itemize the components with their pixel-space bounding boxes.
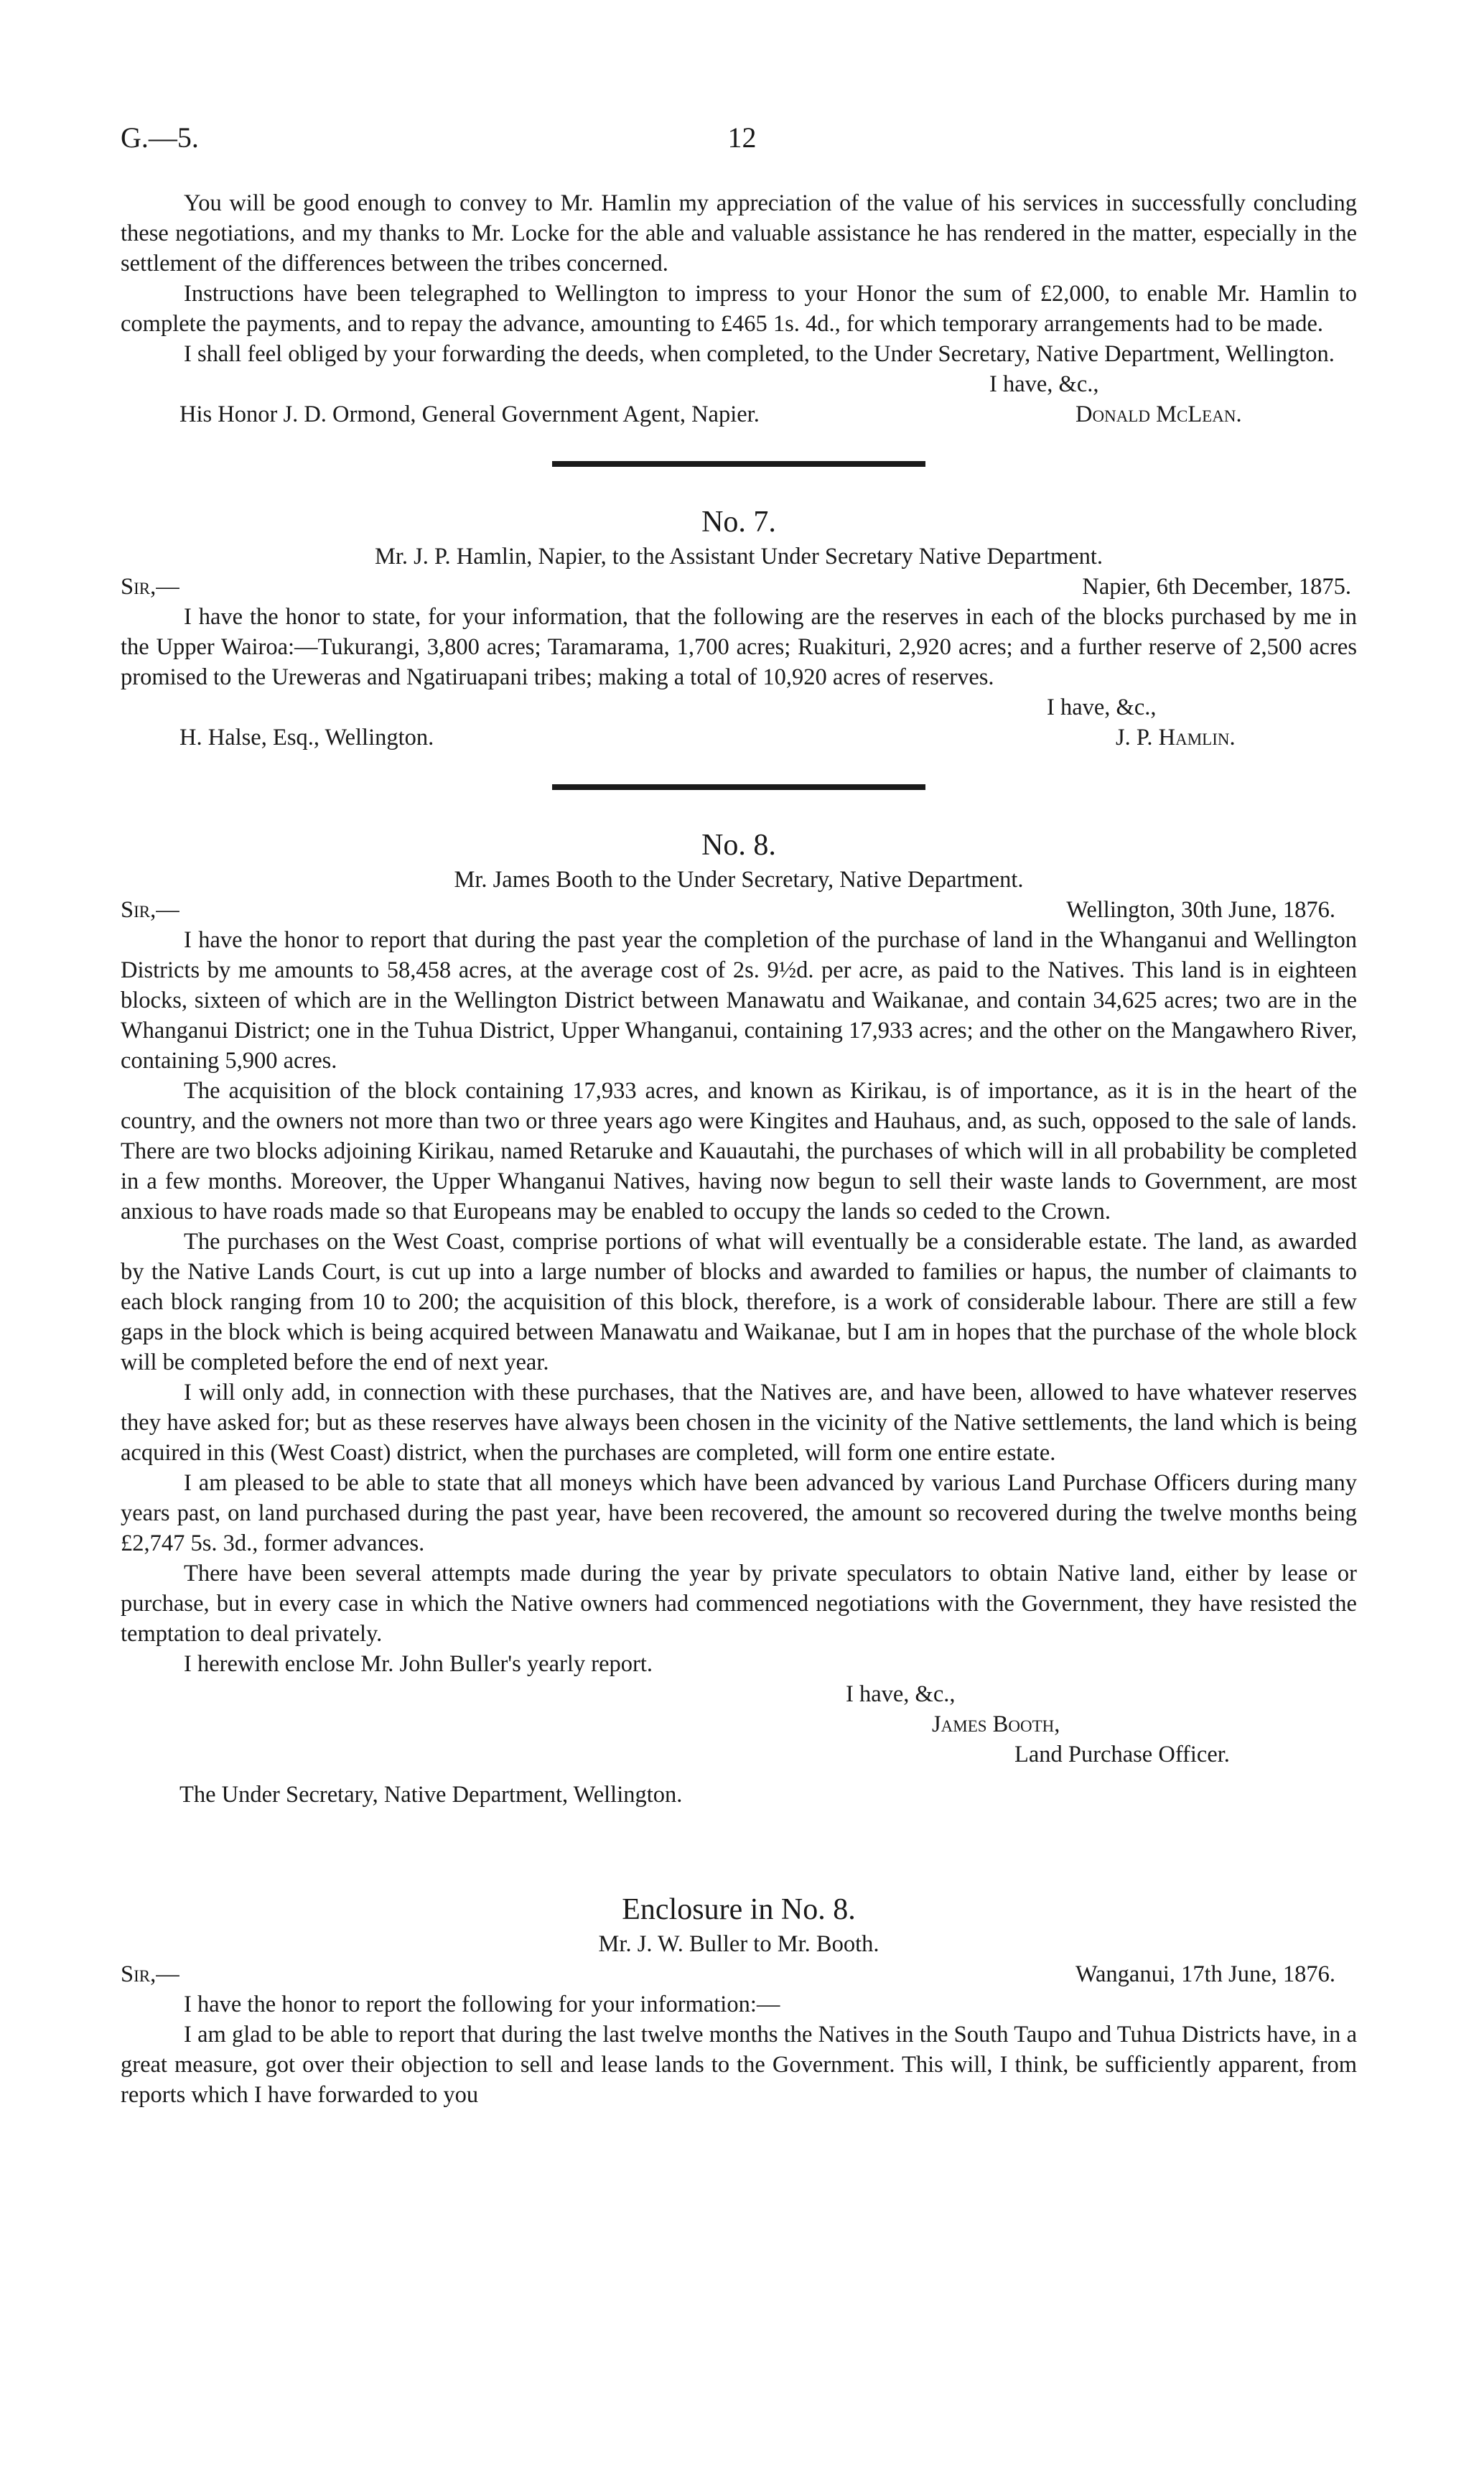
letter-subheading: Mr. J. P. Hamlin, Napier, to the Assistant Under Secretary Native Department. [374, 544, 1103, 570]
letter-heading: No. 7. [701, 506, 776, 539]
signature: Donald McLean. [1075, 401, 1242, 427]
page-header [121, 121, 1363, 164]
place-date: Napier, 6th December, 1875. [1082, 574, 1351, 600]
salutation: Sir,— [121, 574, 179, 600]
salutation: Sir,— [121, 897, 179, 923]
closing-row [121, 1679, 1357, 1709]
salutation-row [121, 1959, 1357, 1989]
salutation-row [121, 895, 1357, 925]
section-divider [552, 784, 925, 790]
paragraph: There have been several attempts made during the year by private speculators to obtain Native land, either by lease or purchase, but in every case in which the Native owners had commenced negotiations with the Government, they have resisted the temptation to deal privately. [121, 1561, 1357, 1647]
paragraph: I shall feel obliged by your forwarding the deeds, when completed, to the Under Secretary, Native Department, Wellington. [184, 341, 1335, 367]
salutation-row [121, 572, 1357, 602]
addressee-row [121, 1780, 1357, 1810]
place-date: Wellington, 30th June, 1876. [1066, 897, 1335, 923]
closing-row [121, 369, 1357, 399]
paragraph: I herewith enclose Mr. John Buller's yearly report. [184, 1651, 653, 1677]
document-body [121, 188, 1357, 2110]
section-divider [552, 461, 925, 467]
letter-heading: No. 8. [701, 829, 776, 862]
signature: James Booth, [932, 1711, 1060, 1737]
enclosure-heading: Enclosure in No. 8. [622, 1893, 856, 1926]
signature: J. P. Hamlin. [1116, 725, 1236, 750]
enclosure-8 [121, 1890, 1357, 2110]
page-number: 12 [727, 121, 757, 154]
paragraph: The acquisition of the block containing 17,933 acres, and known as Kirikau, is of importance, as it is in the heart of the country, and the owners not more than two or three years ago were Kingites and Hauhaus, and, as such, opposed to the sale of lands. There are two blocks adjoining Kirikau, named Retaruke and Kauautahi, the purchases of which will in all probability be completed in a few months. Moreover, the Upper Whanganui Natives, having now begun to sell their waste lands to Government, are most anxious to have roads made so that Europeans may be enabled to occupy the lands so ceded to the Crown. [121, 1078, 1357, 1224]
paragraph: Instructions have been telegraphed to Wellington to impress to your Honor the sum of £2,000, to enable Mr. Hamlin to complete the payments, and to repay the advance, amounting to £465 1s. 4d., for which temporary arrangements had to be made. [121, 281, 1357, 337]
closing: I have, &c., [846, 1681, 956, 1707]
series-number: G.—5. [121, 121, 199, 154]
paragraph: I am glad to be able to report that during the last twelve months the Natives in the South Taupo and Tuhua Districts have, in a great measure, got over their objection to sell and lease lands to the Government. This will, I think, be sufficiently apparent, from reports which I have forwarded to you [121, 2022, 1357, 2108]
addressee-row [121, 722, 1357, 753]
paragraph: The purchases on the West Coast, comprise portions of what will eventually be a considerable estate. The land, as awarded by the Native Lands Court, is cut up into a large number of blocks and awarded to families or hapus, the number of claimants to each block ranging from 10 to 200; the acquisition of this block, therefore, is a work of considerable labour. There are still a few gaps in the block which is being acquired between Manawatu and Waikanae, but I am in hopes that the purchase of the whole block will be completed before the end of next year. [121, 1229, 1357, 1375]
paragraph: I am pleased to be able to state that all moneys which have been advanced by various Land Purchase Officers during many years past, on land purchased during the past year, have been recovered, the amount so recovered during the twelve months being £2,747 5s. 3d., former advances. [121, 1470, 1357, 1556]
closing: I have, &c., [1047, 694, 1157, 720]
addressee: H. Halse, Esq., Wellington. [179, 725, 434, 750]
letter-7 [121, 503, 1357, 753]
addressee: His Honor J. D. Ormond, General Government Agent, Napier. [179, 401, 760, 427]
paragraph: I have the honor to report the following for your information:— [184, 1992, 780, 2017]
signature-row [121, 1709, 1357, 1739]
enclosure-subheading: Mr. J. W. Buller to Mr. Booth. [598, 1931, 879, 1957]
paragraph: I have the honor to report that during the past year the completion of the purchase of land in the Whanganui and Wellington Districts by me amounts to 58,458 acres, at the average cost of 2s. 9½d. per acre, as paid to the Natives. This land is in eighteen blocks, sixteen of which are in the Wellington District between Manawatu and Waikanae, and contain 34,625 acres; two are in the Whanganui District; one in the Tuhua District, Upper Whanganui, containing 17,933 acres; and the other on the Mangawhero River, containing 5,900 acres. [121, 927, 1357, 1074]
paragraph: I have the honor to state, for your information, that the following are the reserves in each of the blocks purchased by me in the Upper Wairoa:—Tukurangi, 3,800 acres; Taramarama, 1,700 acres; Ruakituri, 2,920 acres; and a further reserve of 2,500 acres promised to the Ureweras and Ngatiruapani tribes; making a total of 10,920 acres of reserves. [121, 604, 1357, 690]
letter-8 [121, 826, 1357, 1810]
paragraph: I will only add, in connection with these purchases, that the Natives are, and have been, allowed to have whatever reserves they have asked for; but as these reserves have always been chosen in the vicinity of the Native settlements, the land which is being acquired in this (West Coast) district, when the purchases are completed, will form one entire estate. [121, 1380, 1357, 1466]
salutation: Sir,— [121, 1961, 179, 1987]
signature-title: Land Purchase Officer. [1014, 1742, 1230, 1767]
letter-6-continuation [121, 188, 1357, 429]
closing: I have, &c., [989, 371, 1099, 397]
signature-title-row [121, 1739, 1357, 1770]
addressee-row [121, 399, 1357, 429]
place-date: Wanganui, 17th June, 1876. [1075, 1961, 1335, 1987]
paragraph: You will be good enough to convey to Mr. Hamlin my appreciation of the value of his services in successfully concluding these negotiations, and my thanks to Mr. Locke for the able and valuable assistance he has rendered in the matter, especially in the settlement of the differences between the tribes concerned. [121, 190, 1357, 276]
letter-subheading: Mr. James Booth to the Under Secretary, Native Department. [454, 867, 1024, 893]
closing-row [121, 692, 1357, 722]
addressee: The Under Secretary, Native Department, Wellington. [179, 1782, 683, 1808]
